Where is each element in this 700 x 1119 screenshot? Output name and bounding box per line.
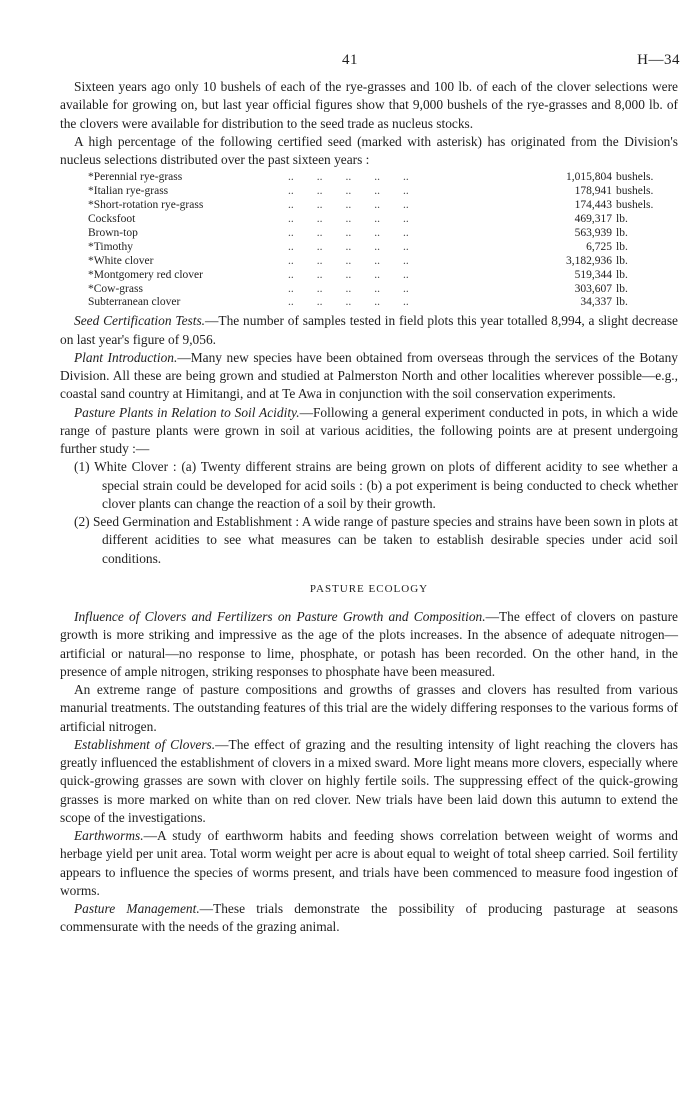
seed-name: Cocksfoot bbox=[88, 212, 136, 225]
paragraph-seed-certification bbox=[60, 312, 678, 349]
section-title: Influence of Clovers and Fertilizers on Pasture Growth and Composition. bbox=[74, 609, 486, 625]
seed-unit: lb. bbox=[616, 296, 628, 309]
seed-table-row bbox=[60, 185, 678, 199]
study-item-seed-germination: (2) Seed Germination and Establishment : A wide range of pasture species and strains have been sown in plots at different acidities to see what measures can be taken to establish desirable species under acid soil conditions. bbox=[74, 514, 678, 566]
seed-name: *Cow-grass bbox=[88, 282, 143, 295]
certified-seed-table bbox=[60, 171, 678, 310]
seed-quantity: 563,939 bbox=[574, 226, 612, 239]
section-heading-pasture-ecology: PASTURE ECOLOGY bbox=[309, 582, 429, 595]
section-title: Seed Certification Tests. bbox=[74, 313, 206, 329]
section-title: Establishment of Clovers. bbox=[74, 736, 216, 752]
leader-dots: .. .. .. .. .. bbox=[288, 171, 409, 184]
section-title: Plant Introduction. bbox=[74, 349, 178, 365]
section-text: —The effect of clovers on pasture growth is more striking and impressive as the age of the plots increases. In the absence of adequate nitrogen—artificial or natural—no response to lime, phosphate, or potash has been recorded. On the other hand, in the presence of ample nitrogen, striking responses to phosphate have been measured. bbox=[60, 609, 678, 679]
paragraph-nucleus-stocks: Sixteen years ago only 10 bushels of each of the rye-grasses and 100 lb. of each of the clover selections were available for growing on, but last year official figures show that 9,000 bushels of the rye-grasses and 8,000 lb. of the clovers were available for distribution to the seed trade as nucleus stocks. bbox=[60, 79, 678, 131]
seed-unit: lb. bbox=[616, 226, 628, 239]
leader-dots: .. .. .. .. .. bbox=[288, 226, 409, 239]
seed-quantity: 178,941 bbox=[574, 185, 612, 198]
seed-unit: lb. bbox=[616, 254, 628, 267]
seed-name: *White clover bbox=[88, 254, 154, 267]
seed-table-row bbox=[60, 269, 678, 283]
seed-table-row bbox=[60, 199, 678, 213]
seed-table-row bbox=[60, 283, 678, 297]
seed-table-row bbox=[60, 213, 678, 227]
leader-dots: .. .. .. .. .. bbox=[288, 185, 409, 198]
section-text: —Following a general experiment conducted in pots, in which a wide range of pasture plants were grown in soil at various acidities, the following points are at present undergoing further study :— bbox=[60, 404, 678, 457]
paragraph-establishment-of-clovers bbox=[60, 736, 678, 827]
leader-dots: .. .. .. .. .. bbox=[288, 254, 409, 267]
leader-dots: .. .. .. .. .. bbox=[288, 199, 409, 212]
seed-quantity: 469,317 bbox=[574, 212, 612, 225]
paragraph-influence-of-clovers bbox=[60, 608, 678, 681]
section-text: —The number of samples tested in field plots this year totalled 8,994, a slight decrease on last year's figure of 9,056. bbox=[60, 313, 678, 347]
page-number: 41 bbox=[342, 52, 358, 68]
paragraph-range-of-compositions: An extreme range of pasture compositions and growths of grasses and clovers has resulted from various manurial treatments. The outstanding features of this trial are the widely differing responses to the various forms of artificial nitrogen. bbox=[60, 682, 678, 734]
seed-unit: lb. bbox=[616, 282, 628, 295]
seed-quantity: 519,344 bbox=[574, 268, 612, 281]
seed-quantity: 303,607 bbox=[574, 282, 612, 295]
section-text: —The effect of grazing and the resulting intensity of light reaching the clovers has greatly influenced the establishment of clovers in a mixed sward. More light means more clovers, especially where quick-growing grasses are sown with clover on highly fertile soils. The suppressing effect of the quick-growing grasses is more marked on white than on red clover. New trials have been laid down this autumn to extend the scope of the investigations. bbox=[60, 736, 678, 825]
leader-dots: .. .. .. .. .. bbox=[288, 240, 409, 253]
seed-name: *Montgomery red clover bbox=[88, 268, 203, 281]
seed-unit: bushels. bbox=[616, 171, 654, 184]
leader-dots: .. .. .. .. .. bbox=[288, 212, 409, 225]
seed-unit: lb. bbox=[616, 240, 628, 253]
seed-unit: bushels. bbox=[616, 199, 654, 212]
seed-name: *Perennial rye-grass bbox=[88, 171, 183, 184]
leader-dots: .. .. .. .. .. bbox=[288, 282, 409, 295]
seed-table-row bbox=[60, 296, 678, 310]
seed-name: *Short-rotation rye-grass bbox=[88, 199, 204, 212]
seed-unit: lb. bbox=[616, 268, 628, 281]
leader-dots: .. .. .. .. .. bbox=[288, 268, 409, 281]
section-title: Earthworms. bbox=[74, 828, 144, 844]
seed-quantity: 6,725 bbox=[586, 240, 612, 253]
seed-quantity: 3,182,936 bbox=[566, 254, 612, 267]
seed-quantity: 1,015,804 bbox=[566, 171, 612, 184]
seed-unit: bushels. bbox=[616, 185, 654, 198]
section-text: —Many new species have been obtained from overseas through the services of the Botany Division. All these are being grown and studied at Palmerston North and other localities wherever possible—e.g., coastal sand country at Himitangi, and at Te Awa in conjunction with the soil conservation experiments. bbox=[60, 349, 678, 402]
seed-unit: lb. bbox=[616, 212, 628, 225]
seed-name: Subterranean clover bbox=[88, 296, 181, 309]
seed-table-row bbox=[60, 171, 678, 185]
document-body bbox=[60, 78, 678, 937]
seed-table-row bbox=[60, 241, 678, 255]
seed-table-row bbox=[60, 227, 678, 241]
study-item-white-clover: (1) White Clover : (a) Twenty different strains are being grown on plots of different acidity to see whether a special strain could be developed for acid soils : (b) a pot experiment is being conducted to check whether clover plants can change the reaction of a soil by their growth. bbox=[74, 459, 678, 511]
seed-table-row bbox=[60, 255, 678, 269]
leader-dots: .. .. .. .. .. bbox=[288, 296, 409, 309]
section-text: —A study of earthworm habits and feeding shows correlation between weight of worms and herbage yield per unit area. Total worm weight per acre is about equal to weight of total sheep carried. Soil fertility appears to influence the species of worms present, and trials have been commenced to measure food ingestion of worms. bbox=[60, 828, 678, 898]
seed-name: Brown-top bbox=[88, 226, 138, 239]
seed-quantity: 34,337 bbox=[580, 296, 612, 309]
section-title: Pasture Management. bbox=[74, 901, 200, 917]
paragraph-soil-acidity bbox=[60, 404, 678, 459]
paragraph-earthworms bbox=[60, 827, 678, 900]
paragraph-plant-introduction bbox=[60, 349, 678, 404]
paragraph-pasture-management bbox=[60, 900, 678, 937]
seed-quantity: 174,443 bbox=[574, 199, 612, 212]
seed-name: *Timothy bbox=[88, 240, 133, 253]
document-code: H—34 bbox=[637, 52, 680, 68]
paragraph-certified-seed-intro: A high percentage of the following certified seed (marked with asterisk) has originated from the Division's nucleus selections distributed over the past sixteen years : bbox=[60, 133, 678, 167]
seed-name: *Italian rye-grass bbox=[88, 185, 169, 198]
section-title: Pasture Plants in Relation to Soil Acidity. bbox=[74, 404, 300, 420]
section-text: —These trials demonstrate the possibility of producing pasturage at seasons commensurate with the needs of the grazing animal. bbox=[60, 901, 678, 935]
